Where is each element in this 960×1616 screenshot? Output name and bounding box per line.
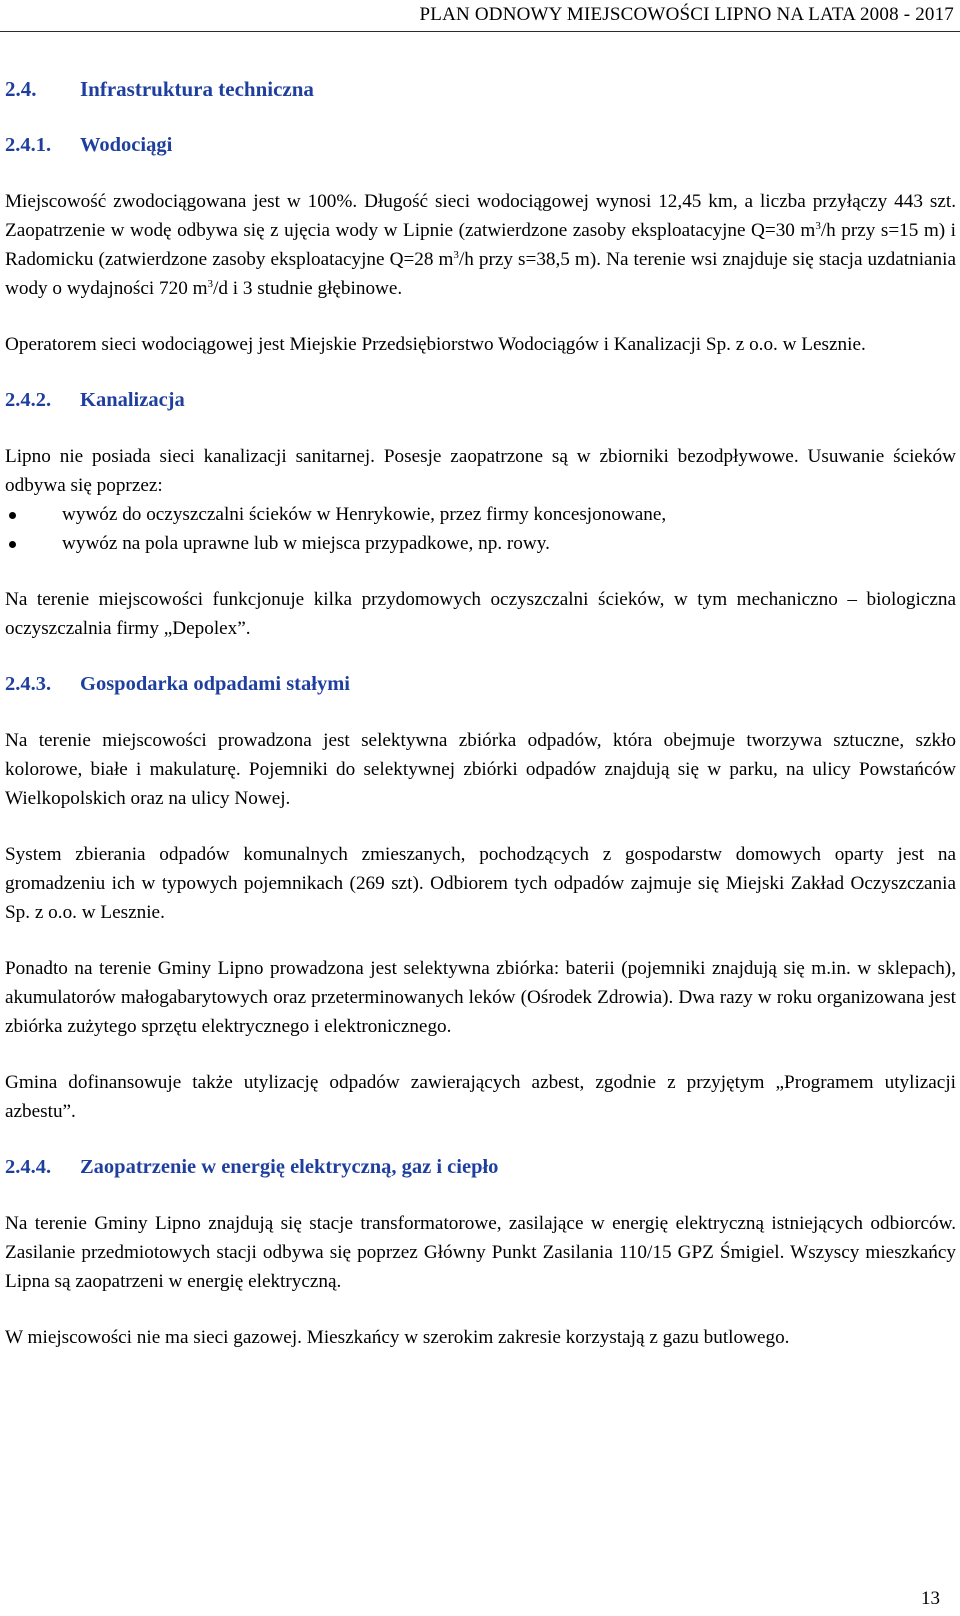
subsection-heading-odpady bbox=[5, 670, 956, 699]
section-title: Infrastruktura techniczna bbox=[80, 77, 314, 101]
subsection-number: 2.4.3. bbox=[5, 673, 52, 695]
subsection-number: 2.4.1. bbox=[5, 134, 52, 156]
page-content bbox=[5, 75, 956, 1379]
paragraph-odpady-4: Gmina dofinansowuje także utylizację odpadów zawierających azbest, zgodnie z przyjętym „Programem utylizacji azbestu”. bbox=[5, 1072, 956, 1122]
subsection-heading-kanalizacja bbox=[5, 386, 956, 415]
superscript: 3 bbox=[815, 220, 821, 232]
section-number: 2.4. bbox=[5, 77, 37, 101]
subsection-title: Zaopatrzenie w energię elektryczną, gaz i ciepło bbox=[80, 1156, 499, 1178]
paragraph-kanalizacja-1: Lipno nie posiada sieci kanalizacji sanitarnej. Posesje zaopatrzone są w zbiorniki bezodpływowe. Usuwanie ścieków odbywa się poprzez: bbox=[5, 446, 956, 496]
paragraph-odpady-1: Na terenie miejscowości prowadzona jest selektywna zbiórka odpadów, która obejmuje tworzywa sztuczne, szkło kolorowe, białe i makulaturę. Pojemniki do selektywnej zbiórki odpadów znajdują się w parku, na ulicy Powstańców Wielkopolskich oraz na ulicy Nowej. bbox=[5, 730, 956, 809]
page-number: 13 bbox=[921, 1588, 940, 1609]
subsection-number: 2.4.2. bbox=[5, 389, 52, 411]
text-run: /d i 3 studnie głębinowe. bbox=[213, 278, 403, 299]
text-run: /h przy s=15 m) i Radomicku (zatwierdzone zasoby eksploatacyjne Q=28 m bbox=[5, 220, 957, 270]
list-item bbox=[5, 500, 956, 529]
subsection-title: Gospodarka odpadami stałymi bbox=[80, 673, 350, 695]
subsection-heading-wodociagi bbox=[5, 131, 956, 160]
paragraph-energia-1: Na terenie Gminy Lipno znajdują się stacje transformatorowe, zasilające w energię elektryczną istniejących odbiorców. Zasilanie przedmiotowych stacji odbywa się poprzez Główny Punkt Zasilania 110/15 GPZ Śmigiel. Wszyscy mieszkańcy Lipna są zaopatrzeni w energię elektryczną. bbox=[5, 1213, 956, 1292]
bullet-icon bbox=[9, 541, 16, 548]
list-item-text: wywóz do oczyszczalni ścieków w Henrykowie, przez firmy koncesjonowane, bbox=[62, 504, 667, 525]
text-run: Miejscowość zwodociągowana jest w 100%. Długość sieci wodociągowej wynosi 12,45 km, a liczba przyłączy 443 szt. Zaopatrzenie w wodę odbywa się z ujęcia wody w Lipnie (zatwierdzone zasoby eksploatacyjne Q=30 m bbox=[5, 191, 956, 241]
subsection-heading-energia bbox=[5, 1153, 956, 1182]
text-run: /h przy s=38,5 m). Na terenie wsi znajduje się stacja uzdatniania wody o wydajności 720 m bbox=[5, 249, 956, 299]
paragraph-odpady-2: System zbierania odpadów komunalnych zmieszanych, pochodzących z gospodarstw domowych oparty jest na gromadzeniu ich w typowych pojemnikach (269 szt). Odbiorem tych odpadów zajmuje się Miejski Zakład Oczyszczania Sp. z o.o. w Lesznie. bbox=[5, 844, 956, 923]
paragraph-energia-2: W miejscowości nie ma sieci gazowej. Mieszkańcy w szerokim zakresie korzystają z gazu butlowego. bbox=[5, 1327, 790, 1348]
paragraph-odpady-3: Ponadto na terenie Gminy Lipno prowadzona jest selektywna zbiórka: baterii (pojemniki znajdują się m.in. w sklepach), akumulatorów małogabarytowych oraz przeterminowanych leków (Ośrodek Zdrowia). Dwa razy w roku organizowana jest zbiórka zużytego sprzętu elektrycznego i elektronicznego. bbox=[5, 958, 956, 1037]
subsection-number: 2.4.4. bbox=[5, 1156, 52, 1178]
list-item-text: wywóz na pola uprawne lub w miejsca przypadkowe, np. rowy. bbox=[62, 533, 550, 554]
subsection-title: Kanalizacja bbox=[80, 389, 185, 411]
subsection-title: Wodociągi bbox=[80, 134, 173, 156]
superscript: 3 bbox=[453, 249, 459, 261]
bullet-icon bbox=[9, 512, 16, 519]
bullet-list-usuwanie-sciekow bbox=[5, 500, 956, 558]
paragraph-wodociagi-2: Operatorem sieci wodociągowej jest Miejskie Przedsiębiorstwo Wodociągów i Kanalizacji Sp. z o.o. w Lesznie. bbox=[5, 334, 866, 355]
superscript: 3 bbox=[207, 278, 214, 290]
list-item bbox=[5, 529, 956, 558]
paragraph-kanalizacja-2: Na terenie miejscowości funkcjonuje kilka przydomowych oczyszczalni ścieków, w tym mechaniczno – biologiczna oczyszczalnia firmy „Depolex”. bbox=[5, 589, 956, 639]
running-header bbox=[0, 4, 960, 32]
running-header-title: PLAN ODNOWY MIEJSCOWOŚCI LIPNO NA LATA 2008 - 2017 bbox=[419, 4, 954, 25]
paragraph-wodociagi-1 bbox=[5, 187, 956, 303]
section-heading-infrastruktura bbox=[5, 75, 956, 104]
